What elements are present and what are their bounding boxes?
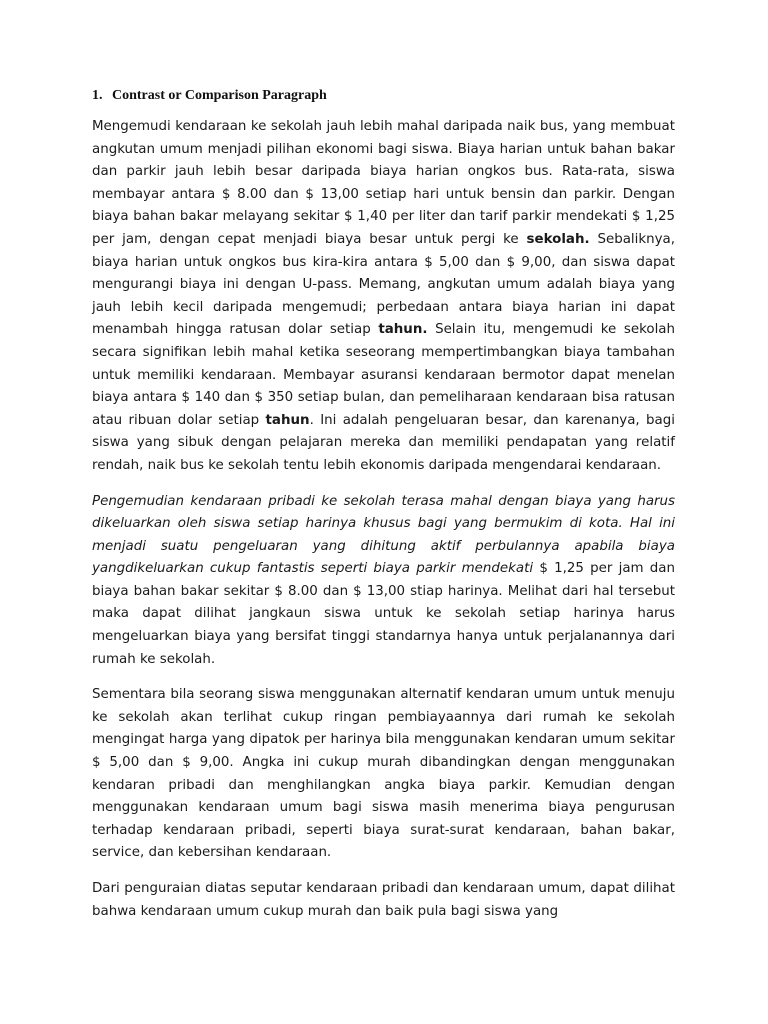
paragraph-1-text-d: . Ini adalah pengeluaran besar, dan karenanya, bagi siswa yang sibuk dengan pelajaran mereka dan memiliki pendapatan yang relatif rendah, naik bus ke sekolah tentu lebih ekonomis daripada mengendarai kendaraan. <box>92 412 675 473</box>
document-body <box>92 116 675 936</box>
paragraph-2 <box>92 491 675 672</box>
paragraph-1-bold-tahun-2: tahun <box>265 412 310 428</box>
paragraph-4: Dari penguraian diatas seputar kendaraan pribadi dan kendaraan umum, dapat dilihat bahwa kendaraan umum cukup murah dan baik pula bagi siswa yang <box>92 881 675 919</box>
paragraph-1-text-b: Sebaliknya, biaya harian untuk ongkos bus kira-kira antara $ 5,00 dan $ 9,00, dan siswa dapat mengurangi biaya ini dengan U-pass. Memang, angkutan umum adalah biaya yang jauh lebih kecil daripada mengemudi; perbedaan antara biaya harian ini dapat menambah hingga ratusan dolar setiap <box>92 231 675 338</box>
paragraph-1-bold-sekolah: sekolah. <box>526 231 590 247</box>
paragraph-1-text-a: Mengemudi kendaraan ke sekolah jauh lebih mahal daripada naik bus, yang membuat angkutan umum menjadi pilihan ekonomi bagi siswa. Biaya harian untuk bahan bakar dan parkir jauh lebih besar daripada biaya harian ongkos bus. Rata-rata, siswa membayar antara $ 8.00 dan $ 13,00 setiap hari untuk bensin dan parkir. Dengan biaya bahan bakar melayang sekitar $ 1,40 per liter dan tarif parkir mendekati $ 1,25 per jam, dengan cepat menjadi biaya besar untuk pergi ke <box>92 119 675 247</box>
paragraph-2-upright-text: $ 1,25 per jam dan biaya bahan bakar sekitar $ 8.00 dan $ 13,00 stiap harinya. Melihat dari hal tersebut maka dapat dilihat jangkaun siswa untuk ke sekolah setiap harinya harus mengeluarkan biaya yang bersifat tinggi standarnya hanya untuk perjalanannya dari rumah ke sekolah. <box>92 561 675 667</box>
section-number: 1. <box>92 88 103 103</box>
section-title: Contrast or Comparison Paragraph <box>112 88 327 103</box>
paragraph-1-bold-tahun: tahun. <box>378 322 428 338</box>
paragraph-2-italic-text: Pengemudian kendaraan pribadi ke sekolah terasa mahal dengan biaya yang harus dikeluarkan oleh siswa setiap harinya khusus bagi yang bermukim di kota. Hal ini menjadi suatu pengeluaran yang dihitung aktif perbulannya apabila biaya yangdikeluarkan cukup fantastis seperti biaya parkir mendekati <box>92 493 675 577</box>
paragraph-1-text-c: Selain itu, mengemudi ke sekolah secara signifikan lebih mahal ketika seseorang mempertimbangkan biaya tambahan untuk memiliki kendaraan. Membayar asuransi kendaraan bermotor dapat menelan biaya antara $ 140 dan $ 350 setiap bulan, dan pemeliharaan kendaraan bisa ratusan atau ribuan dolar setiap <box>92 322 675 428</box>
paragraph-3: Sementara bila seorang siswa menggunakan alternatif kendaran umum untuk menuju ke sekolah akan terlihat cukup ringan pembiayaannya dari rumah ke sekolah mengingat harga yang dipatok per harinya bila menggunakan kendaran umum sekitar $ 5,00 dan $ 9,00. Angka ini cukup murah dibandingkan dengan menggunakan kendaran pribadi dan menghilangkan angka biaya parkir. Kemudian dengan menggunakan kendaraan umum bagi siswa masih menerima biaya pengurusan terhadap kendaraan pribadi, seperti biaya surat-surat kendaraan, bahan bakar, service, dan kebersihan kendaraan. <box>92 687 675 861</box>
section-heading <box>92 88 327 104</box>
paragraph-1 <box>92 116 675 478</box>
